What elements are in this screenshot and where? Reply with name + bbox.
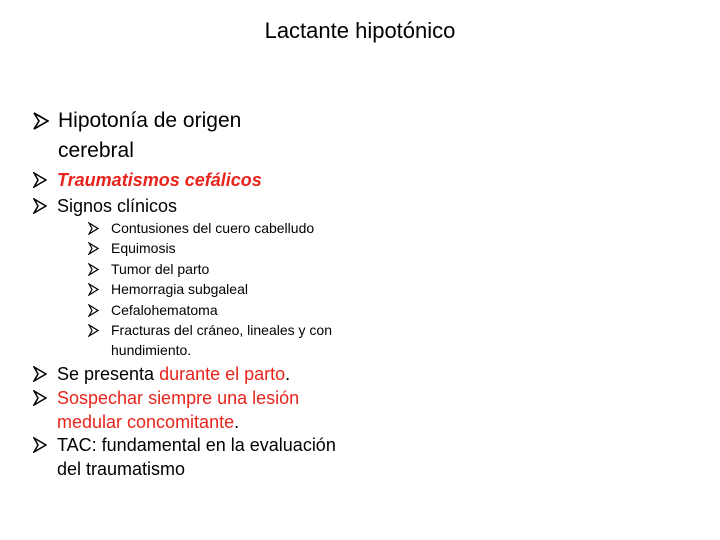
presenta-text-c: . bbox=[285, 364, 291, 384]
arrow-bullet-icon bbox=[33, 112, 49, 130]
arrow-bullet-icon bbox=[88, 304, 99, 317]
sospechar-text-d: . bbox=[234, 412, 240, 432]
arrow-bullet-icon bbox=[33, 437, 47, 453]
arrow-bullet-icon bbox=[88, 222, 99, 235]
arrow-bullet-icon bbox=[88, 324, 99, 337]
bullet-sospechar bbox=[57, 386, 299, 434]
arrow-bullet-icon bbox=[88, 242, 99, 255]
sub-item: Equimosis bbox=[111, 240, 176, 256]
sub-item-continuation: hundimiento. bbox=[111, 342, 192, 358]
bullet-tac bbox=[57, 433, 336, 481]
bullet-hipotonia-line2: cerebral bbox=[58, 139, 134, 162]
arrow-bullet-icon bbox=[33, 366, 47, 382]
slide-title: Lactante hipotónico bbox=[264, 18, 456, 43]
sub-item: Hemorragia subgaleal bbox=[111, 281, 248, 297]
bullet-presenta bbox=[57, 362, 290, 386]
arrow-bullet-icon bbox=[88, 283, 99, 296]
tac-line1: TAC: fundamental en la evaluación bbox=[57, 435, 336, 455]
bullet-traumatismos: Traumatismos cefálicos bbox=[57, 170, 262, 190]
arrow-bullet-icon bbox=[33, 198, 47, 214]
arrow-bullet-icon bbox=[33, 390, 47, 406]
sub-item: Cefalohematoma bbox=[111, 302, 218, 318]
bullet-signos: Signos clínicos bbox=[57, 196, 178, 216]
bullet-hipotonia bbox=[58, 108, 241, 164]
sub-item: Fracturas del cráneo, lineales y con bbox=[111, 322, 332, 338]
arrow-bullet-icon bbox=[33, 172, 47, 188]
sub-item: Contusiones del cuero cabelludo bbox=[111, 220, 315, 236]
tac-line2: del traumatismo bbox=[57, 459, 186, 479]
sub-item: Tumor del parto bbox=[111, 261, 210, 277]
bullet-hipotonia-line1: Hipotonía de origen bbox=[58, 109, 242, 132]
sospechar-text-b: siempre una lesión bbox=[148, 388, 300, 408]
sospechar-text-a: Sospechar bbox=[57, 388, 149, 408]
sospechar-text-c: medular concomitante bbox=[57, 412, 235, 432]
presenta-text-b: durante el parto bbox=[159, 364, 286, 384]
presenta-text-a: Se presenta bbox=[57, 364, 160, 384]
arrow-bullet-icon bbox=[88, 263, 99, 276]
